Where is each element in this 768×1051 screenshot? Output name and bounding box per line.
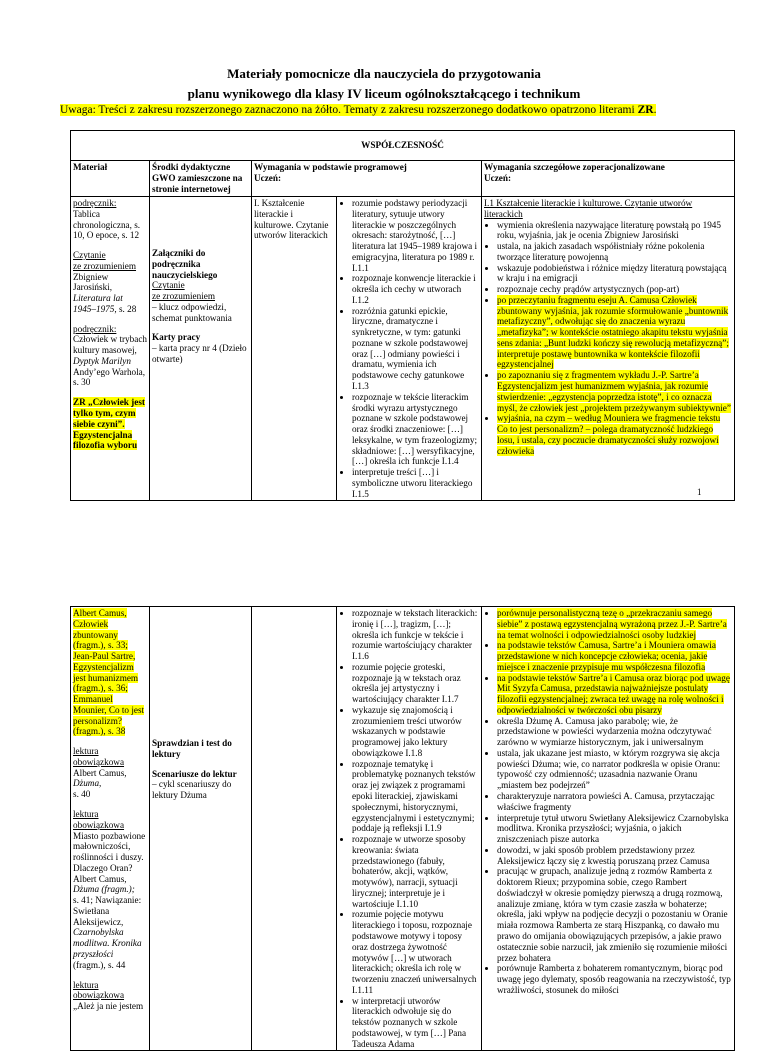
material2-c5: Czarnobylska modlitwa. Kronika przyszłości [73, 927, 142, 959]
list-item-text: określa Dżumę A. Camusa jako parabolę; wie, że przedstawione w powieści wydarzenia można odczytywać zarówno w wymiarze historycznym, jak i uniwersalnym [497, 715, 712, 748]
list-item-text: pracując w grupach, analizuje jedną z rozmów Ramberta z doktorem Rieux; przypomina sobie, czego Rambert doświadczył w okresie pomiędzy pierwszą a drugą rozmową, analizuje zmianę, która w tym czasie zaszła w bohaterze; określa, jaki wpływ na podjęcie decyzji o pozostaniu w Oranie miała rozmowa Ramberta ze starą Hiszpanką, co dawało mu prawo do omijania obowiązujących przepisów, a jakie prawo ostatecznie sobie narzucił, jak zmieniło się rozumienie miłości przez bohatera [497, 866, 728, 963]
list-item [497, 866, 732, 963]
srodki-t1: Załączniki do podręcznika nauczycielskiego [152, 248, 218, 280]
podstawa-items-cell-2 [337, 607, 482, 1051]
list-item-text: wymienia określenia nazywające literaturę powstałą po 1945 roku, wyjaśnia, jak je ocenia Zbigniew Jarosiński [497, 219, 721, 241]
note [60, 104, 656, 116]
list-item [352, 662, 479, 705]
list-item-text: po zapoznaniu się z fragmentem wykładu J.-P. Sartre’a Egzystencjalizm jest humanizmem wyjaśnia, jak rozumie stwierdzenie: „egzystencja poprzedza istotę”, i co oznacza myśl, że człowiek jest „projektem przeżywanym subiektywnie” [497, 370, 731, 413]
szczegolowe-list-2 [484, 608, 732, 996]
list-item [497, 845, 732, 867]
list-item-text: na podstawie tekstów Sartre’a i Camusa oraz biorąc pod uwagę Mit Syzyfa Camusa, przedstawia najważniejsze postulaty filozofii egzystencjalnej; zwraca też uwagę na rolę wolności i odpowiedzialności w twórczości obu pisarzy [497, 672, 730, 715]
list-item [497, 673, 732, 716]
list-item [352, 996, 479, 1050]
list-item-text: wykazuje się znajomością i zrozumieniem treści utworów wskazanych w podstawie programowej jako lektury obowiązkowe I.1.8 [352, 704, 462, 758]
list-item-text: rozumie pojęcie motywu literackiego i toposu, rozpoznaje podstawowe motywy i toposy oraz dostrzega żywotność motywów […] w utworach literackich; określa ich rolę w tworzeniu znaczeń uniwersalnych I.1.11 [352, 909, 477, 995]
note-end: . [653, 104, 657, 116]
list-item [497, 241, 732, 263]
list-item-text: porównuje personalistyczną tezę o „przekraczaniu samego siebie” z postawą egzystencjalną wyrażoną przez J.-P. Sartre’a na temat wolności i odpowiedzialności osoby ludzkiej [497, 608, 727, 640]
list-item-text: wyjaśnia, na czym – według Mouniera we fragmencie tekstu Co to jest personalizm? – polega dramatyczność ludzkiego losu, i ustala, czy poczucie dramatyczności służy rozwojowi człowieka [497, 413, 721, 456]
list-item-text: rozpoznaje konwencje literackie i określa ich cechy w utworach I.1.2 [352, 273, 476, 305]
podstawa-list [339, 198, 479, 499]
list-item-text: charakteryzuje narratora powieści A. Camusa, przytaczając właściwe fragmenty [497, 791, 715, 812]
list-item-text: ustala, jak ukazane jest miasto, w którym rozgrywa się akcja powieści Dżuma; wie, co narrator podkreśla w opisie Oranu: typowość czy odmienność; uzasadnia nazwanie Oranu „miastem bez podejrzeń” [497, 747, 721, 791]
material-c3: Dyptyk Marilyn [73, 355, 131, 366]
list-item-text: dowodzi, w jaki sposób problem przedstawiony przez Aleksijewicz łączy się z kwestią poruszaną przez Camusa [497, 844, 710, 866]
table-page-2 [70, 606, 735, 1051]
material2-b1: lektura obowiązkowa [73, 746, 125, 767]
list-item [352, 198, 479, 273]
note-text: Uwaga: Treści z zakresu rozszerzonego zaznaczono na żółto. Tematy z zakresu rozszerzonego dodatkowo opatrzono literami [60, 104, 638, 116]
list-item-text: interpretuje tytuł utworu Swietłany Aleksijewicz Czarnobylska modlitwa. Kronika przyszłości; wyjaśnia, o jakich zniszczeniach pisze autorka [497, 812, 729, 845]
list-item-text: ustala, na jakich zasadach współistniały różne pokolenia tworzące literaturę powojenną [497, 241, 705, 262]
list-item [497, 748, 732, 791]
srodki-t3: ze zrozumieniem [152, 291, 216, 302]
material-b5: , s. 28 [114, 303, 137, 314]
material-cell-2 [71, 607, 150, 1051]
list-item [352, 392, 479, 467]
srodki2-t3: – cykl scenariuszy do lektury Dżuma [152, 779, 232, 801]
srodki2-t2: Scenariusze do lektur [152, 768, 237, 779]
material2-b4: s. 40 [73, 789, 91, 800]
list-item-text: rozpoznaje w tekście literackim środki wyrazu artystycznego poznane w szkole podstawowej oraz środki znaczeniowe: […] leksykalne, w tym frazeologizmy; składniowe: […] wersyfikacyjne, […] określa ich funkcje I.1.4 [352, 391, 478, 467]
material2-d1: lektura obowiązkowa [73, 979, 125, 1001]
material2-a: Albert Camus, Człowiek zbuntowany (fragm.), s. 33; Jean-Paul Sartre, Egzystencjalizm jest humanizmem (fragm.), s. 36; Emmanuel Mounier, Co to jest personalizm? (fragm.), s. 38 [73, 608, 145, 737]
list-item [352, 909, 479, 995]
list-item-text: po przeczytaniu fragmentu eseju A. Camusa Człowiek zbuntowany wyjaśnia, jak rozumie sformułowanie „buntownik metafizyczny”, odwołując się do znaczenia wyrazu „metafizyka”; w kontekście ostatniego akapitu tekstu wyjaśnia sens zdania: „Bunt ludzki kończy się rewolucją metafizyczną”; interpretuje postawę buntownika w kontekście filozofii egzystencjalnej [497, 294, 729, 370]
list-item [497, 640, 732, 672]
material-c2: Człowiek w trybach kultury masowej, [73, 334, 147, 356]
note-zr: ZR [637, 104, 654, 116]
list-item [352, 834, 479, 909]
list-item [352, 306, 479, 392]
material-a2: Tablica chronologiczna, s. 10, O epoce, s. 12 [73, 208, 141, 241]
list-item [497, 813, 732, 845]
szczegolowe-cell-2 [482, 607, 735, 1051]
material2-b3: Dżuma, [73, 778, 102, 789]
header-material: Materiał [71, 161, 150, 197]
section-title: WSPÓŁCZESNOŚĆ [71, 131, 735, 161]
header-wym-szcz-sub: Uczeń: [484, 172, 512, 183]
list-item-text: w interpretacji utworów literackich odwołuje się do tekstów poznanych w szkole podstawowej, w tym […] Pana Tadeusza Adama [352, 995, 467, 1049]
srodki-cell-2 [150, 607, 252, 1051]
material-a1: podręcznik: [73, 198, 117, 208]
list-item [352, 705, 479, 759]
header-wym-podst-sub: Uczeń: [254, 172, 282, 183]
list-item [352, 759, 479, 834]
list-item [497, 413, 732, 456]
list-item-text: rozumie pojęcie groteski, rozpoznaje ją w tekstach oraz określa jej artystyczny i wartościujący charakter I.1.7 [352, 661, 461, 705]
header-wym-podst-title: Wymagania w podstawie programowej [254, 162, 407, 172]
list-item-text: porównuje Ramberta z bohaterem romantycznym, biorąc pod uwagę jego dylematy, sposób reagowania na rzeczywistość, typ wrażliwości, stosunek do miłości [497, 963, 731, 995]
szczegolowe-list [484, 220, 732, 457]
list-item [497, 963, 732, 995]
material-b1: Czytanie [73, 250, 106, 261]
list-item [352, 608, 479, 662]
heading-line-1: Materiały pomocnicze dla nauczyciela do przygotowania [227, 66, 541, 81]
list-item-text: rozpoznaje cechy prądów artystycznych (pop-art) [497, 284, 680, 295]
list-item-text: rozpoznaje tematykę i problematykę poznanych tekstów oraz jej związek z programami epoki literackiej, zjawiskami społecznymi, historycznymi, egzystencjalnymi i estetycznymi; poddaje ją refleksji I.1.9 [352, 758, 476, 834]
material-b4: Literatura lat 1945–1975 [73, 293, 123, 314]
srodki-t4: – klucz odpowiedzi, schemat punktowania [152, 301, 232, 323]
list-item [352, 273, 479, 305]
szczegolowe-cell [482, 197, 735, 501]
list-item [352, 467, 479, 499]
srodki-t6: – karta pracy nr 4 (Dzieło otwarte) [152, 343, 247, 364]
material2-b2: Albert Camus, [73, 767, 127, 778]
material2-c6: (fragm.), s. 44 [73, 959, 126, 970]
material-b3: Zbigniew Jarosiński, [73, 271, 113, 293]
list-item-text: wskazuje podobieństwa i różnice między literaturą powstającą w kraju i na emigracji [497, 262, 727, 284]
list-item [497, 791, 732, 813]
podstawa-list-2 [339, 608, 479, 1049]
material2-d2: „Ależ ja nie jestem [73, 1001, 144, 1012]
list-item [497, 370, 732, 413]
srodki-t5: Karty pracy [152, 332, 201, 343]
list-item [497, 608, 732, 640]
list-item [497, 220, 732, 242]
header-wymagania-podstawa [252, 161, 482, 197]
list-item [497, 716, 732, 748]
material-c4: Andy’ego Warhola, s. 30 [73, 366, 146, 388]
podstawa-items-cell [337, 197, 482, 501]
list-item-text: rozpoznaje w utworze sposoby kreowania: świata przedstawionego (fabuły, bohaterów, akcji, wątków, motywów), narracji, sytuacji lirycznej; interpretuje je i wartościuje I.1.10 [352, 834, 466, 909]
material-d: ZR „Człowiek jest tylko tym, czym siebie czyni”. Egzystencjalna filozofia wyboru [73, 397, 145, 451]
srodki-cell [150, 197, 252, 501]
podstawa-left-cell: I. Kształcenie literackie i kulturowe. Czytanie utworów literackich [252, 197, 337, 501]
header-wym-szcz-title: Wymagania szczegółowe zoperacjonalizowane [484, 162, 665, 172]
material2-c3: Dżuma (fragm.); [73, 884, 135, 895]
list-item-text: interpretuje treści […] i symboliczne utworu literackiego I.1.5 [352, 467, 473, 499]
page-number: 1 [697, 487, 702, 497]
list-item-text: rozumie podstawy periodyzacji literatury, sytuuje utwory literackie w poszczególnych okresach: starożytność, […] literatura lat 1945–1989 krajowa i emigracyjna, literatura po 1989 r. I.1.1 [352, 198, 478, 273]
srodki2-t1: Sprawdzian i test do lektury [152, 738, 232, 759]
header-wymagania-szczegolowe [482, 161, 735, 197]
material2-c1: lektura obowiązkowa [73, 809, 125, 830]
srodki-t2: Czytanie [152, 280, 185, 291]
material-c1: podręcznik: [73, 323, 117, 334]
list-item [497, 284, 732, 295]
list-item [497, 295, 732, 370]
podstawa-left-cell-2 [252, 607, 337, 1051]
heading-line-2: planu wynikowego dla klasy IV liceum ogólnokształcącego i technikum [187, 86, 581, 101]
header-srodki: Środki dydaktyczne GWO zamieszczone na stronie internetowej [150, 161, 252, 197]
szczegolowe-head: I.1 Kształcenie literackie i kulturowe. Czytanie utworów literackich [484, 198, 693, 219]
table-page-1 [70, 130, 735, 501]
list-item [497, 263, 732, 285]
material-cell [71, 197, 150, 501]
list-item-text: rozróżnia gatunki epickie, liryczne, dramatyczne i synkretyczne, w tym: gatunki poznane w szkole podstawowej oraz […] odmiany powieści i dramatu, wymienia ich podstawowe cechy gatunkowe I.1.3 [352, 305, 469, 392]
material2-c2: Miasto pozbawione małowniczości, roślinności i duszy. Dlaczego Oran? Albert Camus, [73, 830, 146, 884]
material2-c4: s. 41; Nawiązanie: Swietłana Aleksijewicz, [73, 895, 142, 927]
list-item-text: rozpoznaje w tekstach literackich: ironię i […], tragizm, […]; określa ich funkcje w tekście i rozumie wartościujący charakter I.1.6 [352, 608, 478, 662]
list-item-text: na podstawie tekstów Camusa, Sartre’a i Mouniera omawia przedstawione w nich koncepcje człowieka; ocenia, jakie miejsce i znaczenie przypisuje mu współczesna filozofia [497, 640, 716, 672]
material-b2: ze zrozumieniem [73, 260, 137, 271]
